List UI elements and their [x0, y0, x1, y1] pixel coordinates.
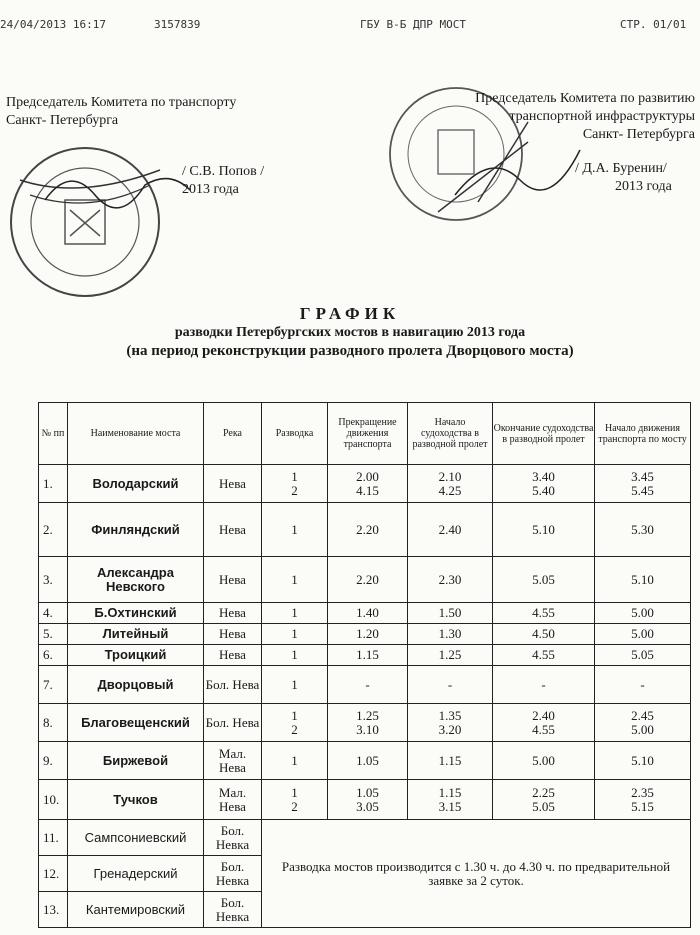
bridge-name: Александра Невского	[68, 557, 204, 603]
river-name: Бол. Невка	[204, 892, 262, 928]
traffic-start-cell	[595, 704, 691, 742]
bridge-name: Володарский	[68, 465, 204, 503]
bridge-name: Гренадерский	[68, 856, 204, 892]
time-value: 5.10	[595, 742, 691, 780]
request-note: Разводка мостов производится с 1.30 ч. до 4.30 ч. по предварительной заявке за 2 суток.	[262, 820, 691, 928]
time-value: 2.10	[438, 468, 462, 484]
header-river: Река	[204, 403, 262, 465]
time-value: 2.35	[631, 784, 654, 800]
nav-end-cell	[493, 704, 595, 742]
table-row	[39, 820, 691, 856]
time-value: 5.00	[595, 603, 691, 624]
row-num: 5.	[39, 624, 68, 645]
fax-page: СТР. 01/01	[620, 18, 687, 31]
fax-number: 3157839	[154, 18, 201, 31]
fax-sender: ГБУ В-Б ДПР МОСТ	[360, 18, 466, 31]
signature-right	[450, 140, 590, 210]
nav-end-cell	[493, 465, 595, 503]
time-value: 1.25	[356, 707, 379, 723]
approval-right-line2: транспортной инфраструктуры	[509, 109, 695, 124]
raising-value: 1	[291, 784, 298, 800]
table-header-row	[39, 403, 691, 465]
header-num: № пп	[39, 403, 68, 465]
time-value: -	[595, 666, 691, 704]
river-name: Нева	[204, 645, 262, 666]
time-value: 4.55	[493, 645, 595, 666]
traffic-stop-cell	[328, 465, 408, 503]
time-value: 3.45	[631, 468, 654, 484]
bridge-name: Литейный	[68, 624, 204, 645]
time-value: 4.55	[532, 721, 555, 737]
raising-value: 1	[262, 503, 328, 557]
raising-value: 1	[262, 666, 328, 704]
time-value: 1.30	[408, 624, 493, 645]
time-value: 1.50	[408, 603, 493, 624]
time-value: 5.00	[493, 742, 595, 780]
nav-start-cell	[408, 780, 493, 820]
approval-right-line3: Санкт- Петербурга	[582, 127, 695, 142]
river-name: Мал. Нева	[204, 742, 262, 780]
raising-value: 1	[291, 468, 298, 484]
time-value: 5.45	[631, 482, 654, 498]
time-value: 4.50	[493, 624, 595, 645]
time-value: 1.25	[408, 645, 493, 666]
approval-right-year: 2013 года	[615, 179, 672, 194]
bridge-name: Биржевой	[68, 742, 204, 780]
time-value: 3.20	[438, 721, 462, 737]
document-title: ГРАФИК	[299, 304, 401, 323]
approval-right-signer: / Д.А. Буренин/	[575, 161, 667, 176]
raising-value: 2	[291, 798, 298, 814]
time-value: 2.20	[328, 503, 408, 557]
time-value: 5.05	[595, 645, 691, 666]
bridge-name: Дворцовый	[68, 666, 204, 704]
nav-start-cell	[408, 704, 493, 742]
raising-cell	[262, 780, 328, 820]
table-row	[39, 704, 691, 742]
time-value: 2.20	[328, 557, 408, 603]
fax-datetime: 24/04/2013 16:17	[0, 18, 106, 31]
raising-value: 1	[262, 645, 328, 666]
traffic-start-cell	[595, 465, 691, 503]
approval-left-line2: Санкт- Петербурга	[6, 113, 119, 128]
approval-left-signer: / С.В. Попов /	[182, 164, 265, 179]
traffic-stop-cell	[328, 780, 408, 820]
time-value: 2.45	[631, 707, 654, 723]
traffic-stop-cell	[328, 704, 408, 742]
time-value: 1.15	[408, 742, 493, 780]
river-name: Бол. Невка	[204, 856, 262, 892]
bridge-name: Сампсониевский	[68, 820, 204, 856]
row-num: 9.	[39, 742, 68, 780]
time-value: 3.15	[438, 798, 462, 814]
row-num: 12.	[39, 856, 68, 892]
header-name: Наименование моста	[68, 403, 204, 465]
table-row	[39, 645, 691, 666]
time-value: 5.10	[595, 557, 691, 603]
row-num: 10.	[39, 780, 68, 820]
bridge-schedule-table	[38, 402, 691, 928]
time-value: 1.05	[328, 742, 408, 780]
time-value: 5.00	[595, 624, 691, 645]
bridge-name: Кантемировский	[68, 892, 204, 928]
river-name: Мал. Нева	[204, 780, 262, 820]
table-row	[39, 624, 691, 645]
time-value: -	[408, 666, 493, 704]
river-name: Бол. Нева	[204, 704, 262, 742]
raising-cell	[262, 704, 328, 742]
table-row	[39, 666, 691, 704]
table-row	[39, 503, 691, 557]
raising-value: 2	[291, 482, 298, 498]
raising-value: 1	[262, 624, 328, 645]
bridge-name: Финляндский	[68, 503, 204, 557]
raising-value: 1	[262, 742, 328, 780]
river-name: Нева	[204, 624, 262, 645]
row-num: 3.	[39, 557, 68, 603]
nav-start-cell	[408, 465, 493, 503]
header-traffic-start: Начало движения транспорта по мосту	[595, 403, 691, 465]
time-value: 4.25	[438, 482, 462, 498]
time-value: 1.35	[438, 707, 462, 723]
time-value: 5.15	[631, 798, 654, 814]
time-value: 1.15	[438, 784, 462, 800]
raising-value: 1	[262, 603, 328, 624]
approval-right-line1: Председатель Комитета по развитию	[475, 91, 695, 106]
raising-cell	[262, 465, 328, 503]
time-value: 1.40	[328, 603, 408, 624]
header-nav-start: Начало судоходства в разводной пролет	[408, 403, 493, 465]
time-value: 5.00	[631, 721, 654, 737]
time-value: 5.40	[532, 482, 555, 498]
header-raising: Разводка	[262, 403, 328, 465]
time-value: 2.40	[408, 503, 493, 557]
row-num: 8.	[39, 704, 68, 742]
time-value: 4.15	[356, 482, 379, 498]
row-num: 2.	[39, 503, 68, 557]
table-row	[39, 557, 691, 603]
document-subtitle-period: (на период реконструкции разводного пролета Дворцового моста)	[126, 343, 574, 359]
time-value: 3.05	[356, 798, 379, 814]
approval-right	[425, 90, 695, 144]
approval-left-year: 2013 года	[182, 182, 239, 197]
raising-value: 2	[291, 721, 298, 737]
time-value: 5.05	[532, 798, 555, 814]
header-nav-end: Окончание судоходства в разводной пролет	[493, 403, 595, 465]
river-name: Нева	[204, 465, 262, 503]
table-row	[39, 742, 691, 780]
time-value: 2.00	[356, 468, 379, 484]
river-name: Нева	[204, 603, 262, 624]
time-value: -	[328, 666, 408, 704]
table-row	[39, 603, 691, 624]
time-value: 3.40	[532, 468, 555, 484]
time-value: 5.05	[493, 557, 595, 603]
row-num: 13.	[39, 892, 68, 928]
table-row	[39, 780, 691, 820]
time-value: 4.55	[493, 603, 595, 624]
time-value: 2.30	[408, 557, 493, 603]
bridge-name: Благовещенский	[68, 704, 204, 742]
river-name: Бол. Невка	[204, 820, 262, 856]
time-value: 1.20	[328, 624, 408, 645]
table-row	[39, 465, 691, 503]
row-num: 6.	[39, 645, 68, 666]
row-num: 7.	[39, 666, 68, 704]
raising-value: 1	[262, 557, 328, 603]
time-value: -	[493, 666, 595, 704]
time-value: 5.10	[493, 503, 595, 557]
time-value: 2.40	[532, 707, 555, 723]
time-value: 3.10	[356, 721, 379, 737]
time-value: 1.15	[328, 645, 408, 666]
time-value: 2.25	[532, 784, 555, 800]
bridge-name: Б.Охтинский	[68, 603, 204, 624]
document-subtitle: разводки Петербургских мостов в навигацию 2013 года	[174, 325, 526, 340]
time-value: 1.05	[356, 784, 379, 800]
row-num: 11.	[39, 820, 68, 856]
time-value: 5.30	[595, 503, 691, 557]
river-name: Бол. Нева	[204, 666, 262, 704]
traffic-start-cell	[595, 780, 691, 820]
bridge-name: Тучков	[68, 780, 204, 820]
nav-end-cell	[493, 780, 595, 820]
river-name: Нева	[204, 503, 262, 557]
header-traffic-stop: Прекращение движения транспорта	[328, 403, 408, 465]
river-name: Нева	[204, 557, 262, 603]
raising-value: 1	[291, 707, 298, 723]
bridge-name: Троицкий	[68, 645, 204, 666]
approval-left-line1: Председатель Комитета по транспорту	[6, 95, 237, 110]
row-num: 1.	[39, 465, 68, 503]
row-num: 4.	[39, 603, 68, 624]
signature-left	[40, 160, 210, 220]
approval-left	[6, 94, 236, 130]
